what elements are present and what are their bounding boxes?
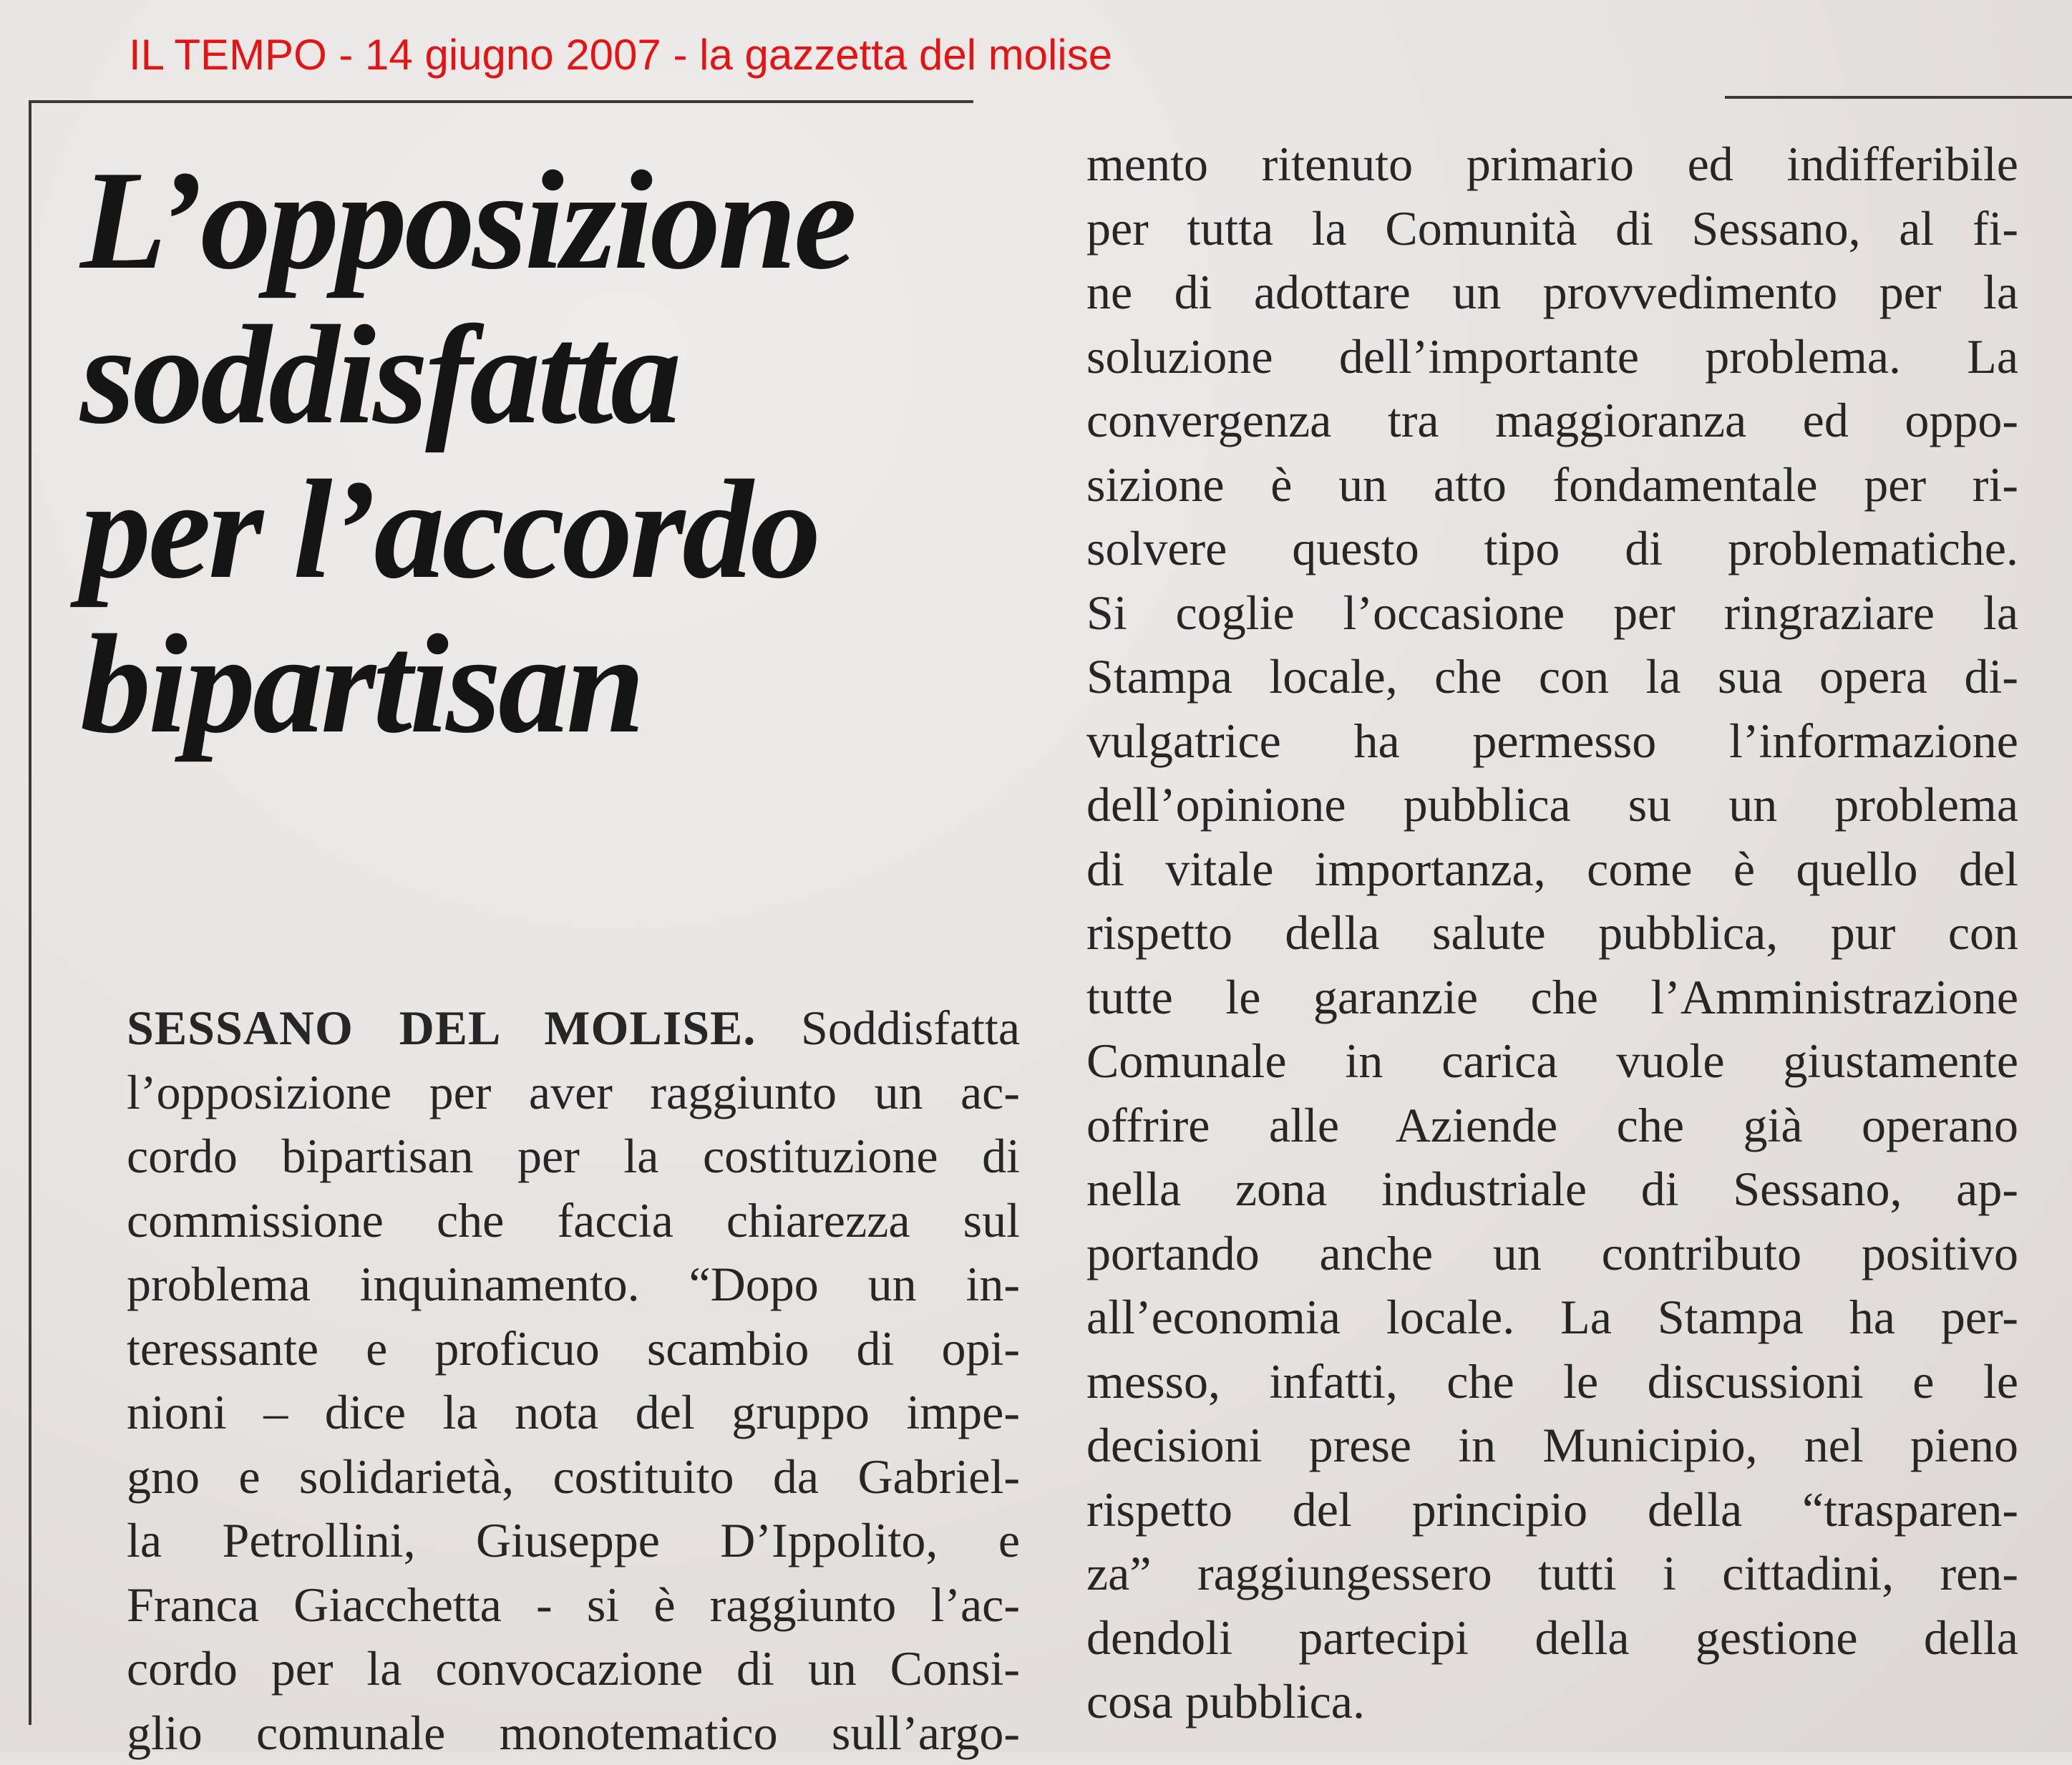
article-line: nioni – dice la nota del gruppo impe- xyxy=(127,1381,1020,1445)
article-line: solvere questo tipo di problematiche. xyxy=(1086,517,2018,581)
article-line: Franca Giacchetta - si è raggiunto l’ac- xyxy=(127,1573,1020,1638)
article-line: Comunale in carica vuole giustamente xyxy=(1086,1029,2018,1094)
article-line: messo, infatti, che le discussioni e le xyxy=(1086,1350,2018,1414)
article-line: cordo bipartisan per la costituzione di xyxy=(127,1124,1020,1189)
article-line: all’economia locale. La Stampa ha per- xyxy=(1086,1285,2018,1350)
article-line: teressante e proficuo scambio di opi- xyxy=(127,1317,1020,1381)
top-rule-left xyxy=(29,100,973,103)
headline-line: bipartisan xyxy=(80,607,1032,762)
article-line: nella zona industriale di Sessano, ap- xyxy=(1086,1157,2018,1222)
headline-line: per l’accordo xyxy=(80,452,1032,607)
article-line: la Petrollini, Giuseppe D’Ippolito, e xyxy=(127,1509,1020,1573)
article-line: rispetto della salute pubblica, pur con xyxy=(1086,901,2018,966)
headline-line: L’opposizione xyxy=(80,143,1032,298)
article-line: problema inquinamento. “Dopo un in- xyxy=(127,1253,1020,1317)
article-line: l’opposizione per aver raggiunto un ac- xyxy=(127,1061,1020,1125)
article-line: tutte le garanzie che l’Amministrazione xyxy=(1086,966,2018,1030)
source-caption: IL TEMPO - 14 giugno 2007 - la gazzetta del molise xyxy=(129,30,1112,80)
top-rule-right xyxy=(1725,96,2072,99)
article-line: glio comunale monotematico sull’argo- xyxy=(127,1701,1020,1765)
article-line: per tutta la Comunità di Sessano, al fi- xyxy=(1086,197,2018,261)
article-line: dell’opinione pubblica su un problema xyxy=(1086,773,2018,837)
article-line: za” raggiungessero tutti i cittadini, ren- xyxy=(1086,1542,2018,1606)
article-line: rispetto del principio della “trasparen- xyxy=(1086,1478,2018,1542)
article-column-right xyxy=(1086,132,2018,1734)
article-line: sizione è un atto fondamentale per ri- xyxy=(1086,453,2018,517)
left-rule xyxy=(29,100,31,1725)
article-line: portando anche un contributo positivo xyxy=(1086,1222,2018,1286)
article-line: Stampa locale, che con la sua opera di- xyxy=(1086,645,2018,709)
article-line: di vitale importanza, come è quello del xyxy=(1086,837,2018,902)
article-line-text: Soddisfatta xyxy=(756,1001,1020,1055)
article-line: mento ritenuto primario ed indifferibile xyxy=(1086,132,2018,197)
article-line: decisioni prese in Municipio, nel pieno xyxy=(1086,1414,2018,1478)
article-line: vulgatrice ha permesso l’informazione xyxy=(1086,709,2018,774)
article-line: gno e solidarietà, costituito da Gabriel- xyxy=(127,1445,1020,1509)
article-column-left xyxy=(127,996,1020,1765)
dateline: SESSANO DEL MOLISE. xyxy=(127,1001,756,1055)
article-line: convergenza tra maggioranza ed oppo- xyxy=(1086,389,2018,453)
article-line: cordo per la convocazione di un Consi- xyxy=(127,1637,1020,1701)
article-line xyxy=(127,996,1020,1061)
article-line: dendoli partecipi della gestione della xyxy=(1086,1606,2018,1671)
article-line: soluzione dell’importante problema. La xyxy=(1086,325,2018,389)
article-line: offrire alle Aziende che già operano xyxy=(1086,1094,2018,1158)
article-line: Si coglie l’occasione per ringraziare la xyxy=(1086,581,2018,646)
article-line: ne di adottare un provvedimento per la xyxy=(1086,261,2018,325)
headline xyxy=(80,143,1032,762)
headline-line: soddisfatta xyxy=(80,298,1032,452)
article-line: commissione che faccia chiarezza sul xyxy=(127,1189,1020,1253)
article-line: cosa pubblica. xyxy=(1086,1670,2018,1734)
